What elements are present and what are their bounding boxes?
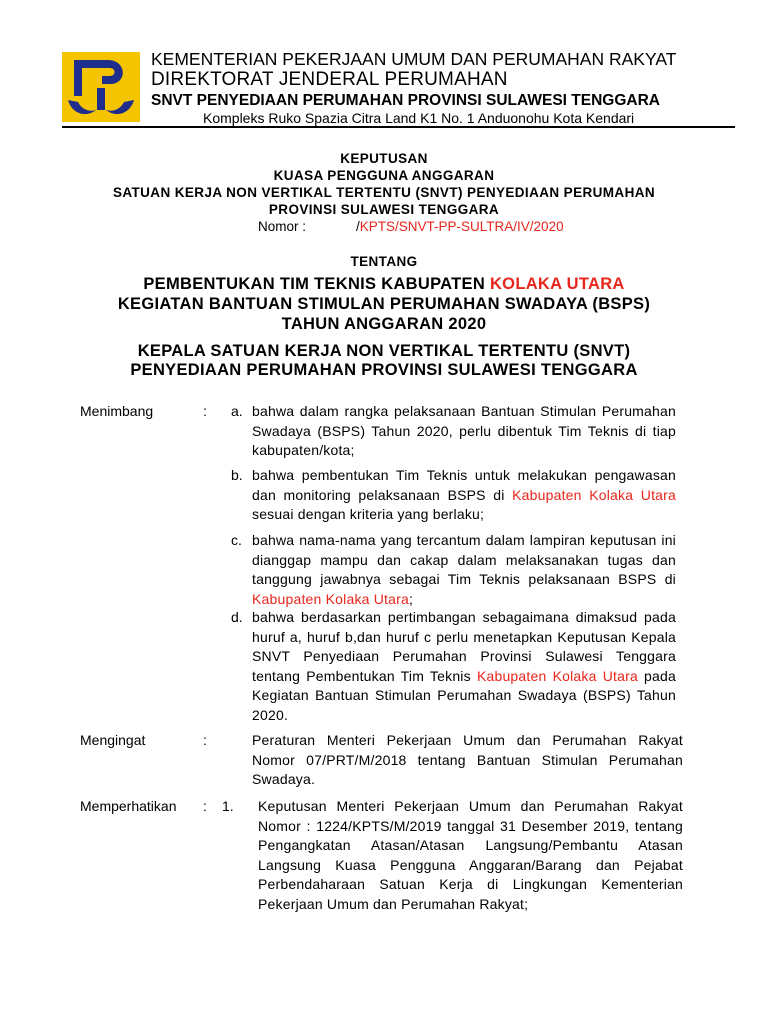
menimbang-d-text [252,608,676,725]
decree-number-value: KPTS/SNVT-PP-SULTRA/IV/2020 [359,219,564,234]
menimbang-b-marker: b. [231,467,243,483]
pu-logo [62,52,140,122]
subject-line1-text: PEMBENTUKAN TIM TEKNIS KABUPATEN [143,275,490,293]
decree-unit-line2: PROVINSI SULAWESI TENGGARA [268,202,500,217]
decree-title: KEPUTUSAN [340,151,428,166]
menimbang-c-post: ; [408,590,414,607]
memperhatikan-1-text: Keputusan Menteri Pekerjaan Umum dan Perumahan Rakyat Nomor : 1224/KPTS/M/2019 tanggal 31 Desember 2019, tentang Pengangkatan Atasan/Atasan Langsung/Pembantu Atasan Langsung Kuasa Pengguna Anggaran/Barang dan Pejabat Perbendaharaan Satuan Kerja di Lingkungan Kementerian Pekerjaan Umum dan Perumahan Rakyat; [258,798,683,912]
menimbang-d-pre: bahwa berdasarkan pertimbangan sebagaimana dimaksud pada huruf a, huruf b,dan huruf c perlu menetapkan Keputusan Kepala SNVT Penyediaan Perumahan Provinsi Sulawesi Tenggara tentang Pembentukan Tim Teknis [252,609,676,684]
decree-number [356,219,564,234]
official-line2: PENYEDIAAN PERUMAHAN PROVINSI SULAWESI TENGGARA [130,361,638,379]
menimbang-b-post: sesuai dengan kriteria yang berlaku; [252,506,485,522]
subject-line3: TAHUN ANGGARAN 2020 [281,315,487,333]
unit-name: SNVT PENYEDIAAN PERUMAHAN PROVINSI SULAWESI TENGGARA [151,92,660,109]
menimbang-label: Menimbang [80,403,154,419]
tentang-heading: TENTANG [350,254,418,269]
directorate-name: DIREKTORAT JENDERAL PERUMAHAN [151,69,508,90]
office-address: Kompleks Ruko Spazia Citra Land K1 No. 1 Anduonohu Kota Kendari [203,110,635,126]
menimbang-d-region: Kabupaten Kolaka Utara [476,667,638,684]
subject-region: KOLAKA UTARA [489,275,625,293]
decree-unit-line1: SATUAN KERJA NON VERTIKAL TERTENTU (SNVT) PENYEDIAAN PERUMAHAN [112,185,656,200]
menimbang-c-pre: bahwa nama-nama yang tercantum dalam lampiran keputusan ini dianggap mampu dan cakap dalam melaksanakan tugas dan tanggung jawabnya sebagai Tim Teknis pelaksanaan BSPS di [252,532,676,587]
official-line1: KEPALA SATUAN KERJA NON VERTIKAL TERTENTU (SNVT) [137,342,631,360]
memperhatikan-colon: : [203,798,207,814]
header-divider [62,126,735,128]
subject-line1 [0,275,768,294]
menimbang-a-marker: a. [231,403,243,419]
menimbang-b-text [252,466,676,525]
menimbang-c-region: Kabupaten Kolaka Utara [252,590,409,607]
ministry-name: KEMENTERIAN PEKERJAAN UMUM DAN PERUMAHAN RAKYAT [151,49,677,69]
decree-issuer: KUASA PENGGUNA ANGGARAN [273,168,495,183]
menimbang-colon: : [203,403,207,419]
memperhatikan-label: Memperhatikan [80,798,177,814]
mengingat-colon: : [203,732,207,748]
mengingat-text: Peraturan Menteri Pekerjaan Umum dan Perumahan Rakyat Nomor 07/PRT/M/2018 tentang Bantuan Stimulan Perumahan Swadaya. [252,732,683,787]
decree-number-slash: / [356,219,360,234]
menimbang-a-text: bahwa dalam rangka pelaksanaan Bantuan Stimulan Perumahan Swadaya (BSPS) Tahun 2020, perlu dibentuk Tim Teknis di tiap kabupaten/kota; [252,403,676,458]
menimbang-c-marker: c. [231,532,242,548]
menimbang-b-pre: bahwa pembentukan Tim Teknis untuk melakukan pengawasan dan monitoring pelaksanaan BSPS di [252,467,676,503]
memperhatikan-1-marker: 1. [222,798,234,814]
menimbang-c-text [252,531,676,609]
subject-line2: KEGIATAN BANTUAN STIMULAN PERUMAHAN SWADAYA (BSPS) [117,295,651,313]
decree-number-label: Nomor : [258,219,307,234]
menimbang-d-marker: d. [231,609,243,625]
menimbang-b-region: Kabupaten Kolaka Utara [512,486,676,503]
menimbang-d-post: pada Kegiatan Bantuan Stimulan Perumahan Swadaya (BSPS) Tahun 2020. [252,667,676,723]
mengingat-label: Mengingat [80,732,146,748]
